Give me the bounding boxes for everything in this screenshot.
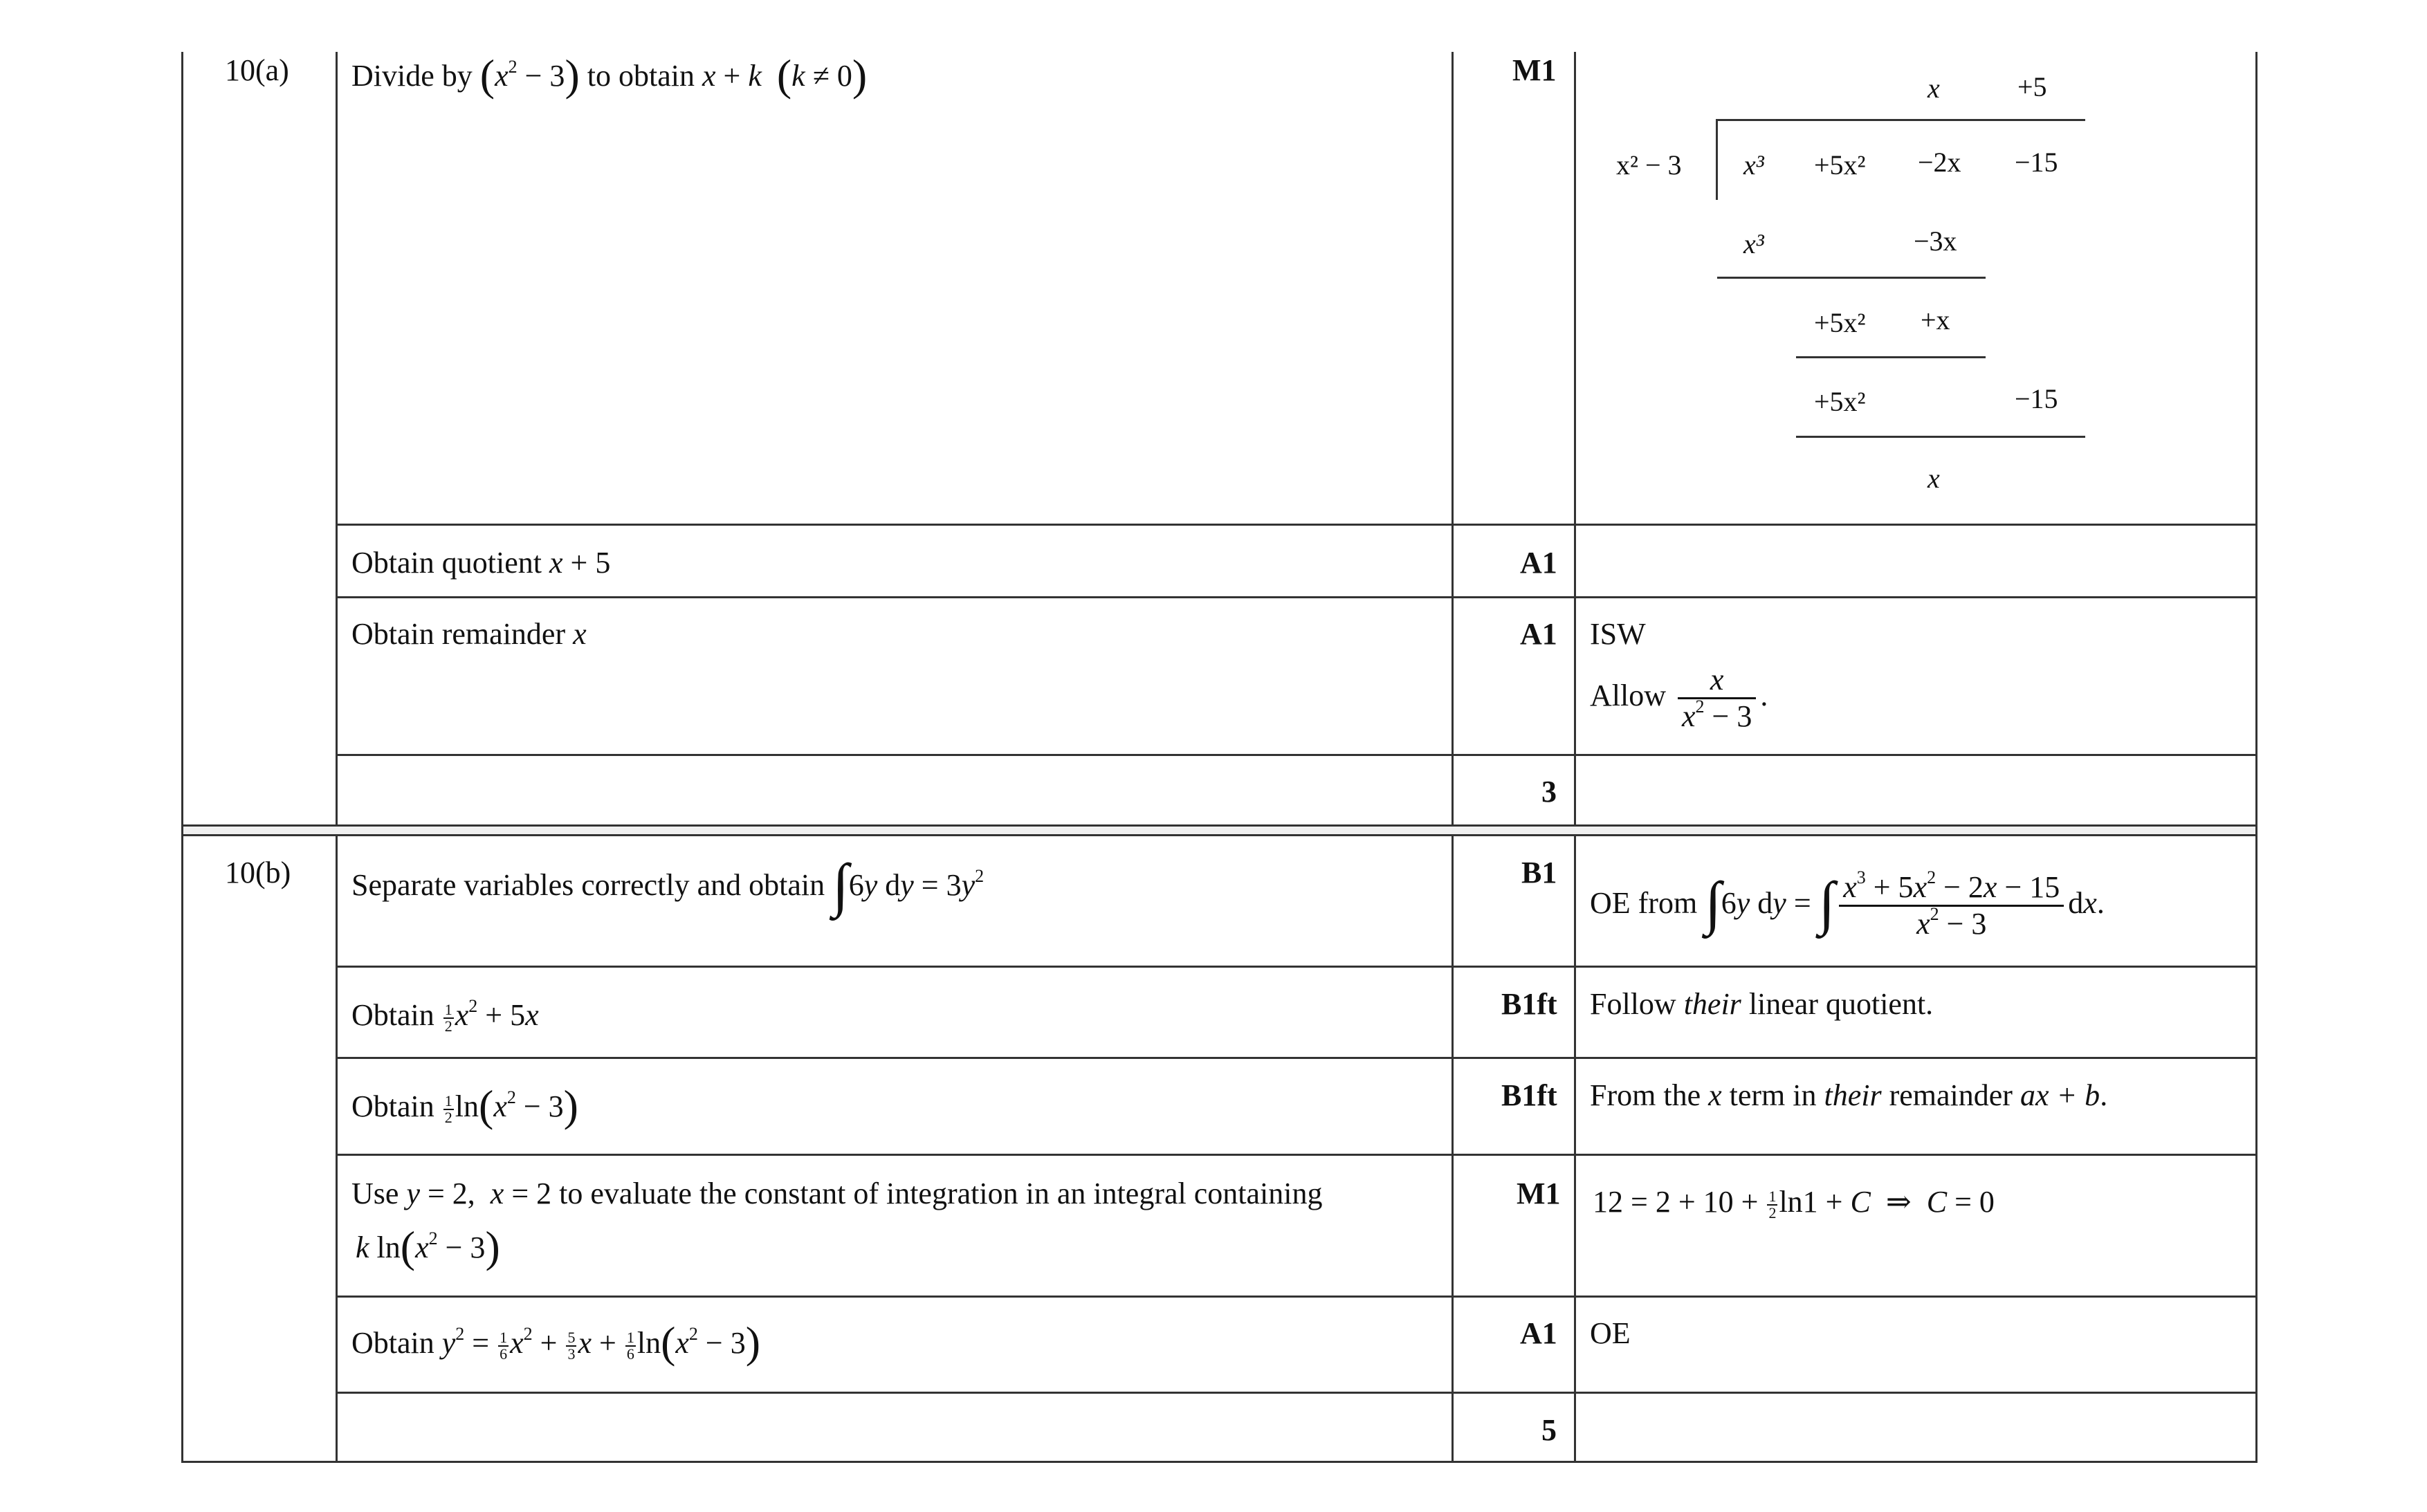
guidance-10b-step3: From the x term in their remainder ax + b. [1590, 1078, 2108, 1112]
answer-10b-step3: Obtain $\frac{1}{2}$ $\ln(x^2 - 3)$ [351, 1081, 578, 1130]
answer-10b-step1: Separate variables correctly and obtain ∫6y dy = $3y^2$ [351, 851, 984, 918]
answer-10b-step4-line1: Use y = 2, x = 2 to evaluate the constant of integration in an integral containing [351, 1177, 1323, 1210]
mark-10b-step2: B1ft [1501, 987, 1557, 1021]
division-remainder: x [1927, 463, 1940, 494]
mark-10a-step1: M1 [1512, 53, 1557, 87]
table-border-bottom [181, 1461, 2257, 1463]
mark-10b-step1: B1 [1521, 856, 1557, 889]
answer-10b-step2: Obtain $\frac{1}{2}$ $x^2 + 5x$ [351, 996, 539, 1035]
total-10a: 3 [1541, 775, 1557, 809]
mark-scheme-page: 10(a) Divide by $(x^2 - 3)$ to obtain x + k (k ≠ 0) M1 x +5 x² − 3 x³ +5x² −2x −15 x³ −3x +5x² +x +5x² −15 x Obtain quotient x + 5 A1 Obtain remainder x A1 ISW Allow $\frac{x}{x^2 - 3}$ . 3 10(b) Separate variables correctly and obtain ∫6y dy = $3y^2$ B1 OE from ∫6y dy = ∫ $\frac{x^3 + 5x^2 - 2x - 15}{x^2 - 3}$ dx. Obtain $\frac{1}{2}$ $x^2 + 5x$ B1ft Follow their linear quotient. Obtain $\frac{1}{2}$ $\ln(x^2 - 3)$ B1ft From the x term in their remainder ax + b. Use y = 2, x = 2 to evaluate the constant of integration in an integral containing k $\ln(x^2 - 3)$ M1 12 = 2 + 10 + $\frac{1}{2}$ ln1 + C ⇒ C = 0 Obtain $y^2$ = $\frac{1}{6}$ $x^2$ + $\frac{5}{3}$ x + $\frac{1}{6}$ $\ln(x^2 - 3)$ A1 OE 5 [0, 0, 2427, 1512]
table-border-left [181, 52, 183, 1463]
guidance-10a-allow: Allow $\frac{x}{x^2 - 3}$ . [1590, 663, 1768, 734]
question-label-10b: 10(b) [225, 856, 291, 889]
guidance-10b-step5: OE [1590, 1316, 1631, 1350]
guidance-10a-isw: ISW [1590, 617, 1646, 651]
mark-10b-step5: A1 [1520, 1316, 1557, 1350]
total-10b: 5 [1541, 1413, 1557, 1447]
question-label-10a: 10(a) [225, 53, 289, 87]
mark-10b-step3: B1ft [1501, 1078, 1557, 1112]
column-divider-guidance [1574, 52, 1576, 1463]
guidance-10b-step4: 12 = 2 + 10 + $\frac{1}{2}$ ln1 + C ⇒ C = 0 [1593, 1185, 1995, 1221]
mark-10a-step2: A1 [1520, 546, 1557, 580]
column-divider-answer [336, 52, 338, 1463]
answer-10a-step2: Obtain quotient x + 5 [351, 546, 611, 580]
mark-10b-step4: M1 [1517, 1177, 1561, 1210]
guidance-10b-step2: Follow their linear quotient. [1590, 987, 1934, 1021]
table-border-right [2255, 52, 2257, 1463]
answer-10b-step4-line2: k $\ln(x^2 - 3)$ [356, 1222, 500, 1271]
answer-10b-step5: Obtain $y^2$ = $\frac{1}{6}$ $x^2$ + $\frac{5}{3}$ x + $\frac{1}{6}$ $\ln(x^2 - 3)$ [351, 1318, 761, 1367]
guidance-10b-step1: OE from ∫6y dy = ∫ $\frac{x^3 + 5x^2 - 2x - 15}{x^2 - 3}$ dx. [1590, 867, 2105, 941]
column-divider-marks [1451, 52, 1454, 1463]
mark-10a-step3: A1 [1520, 617, 1557, 651]
division-divisor: x² − 3 [1616, 149, 1682, 181]
answer-10a-step1: Divide by $(x^2 - 3)$ to obtain x + k (k ≠ 0) [351, 50, 868, 100]
answer-10a-step3: Obtain remainder x [351, 617, 587, 651]
